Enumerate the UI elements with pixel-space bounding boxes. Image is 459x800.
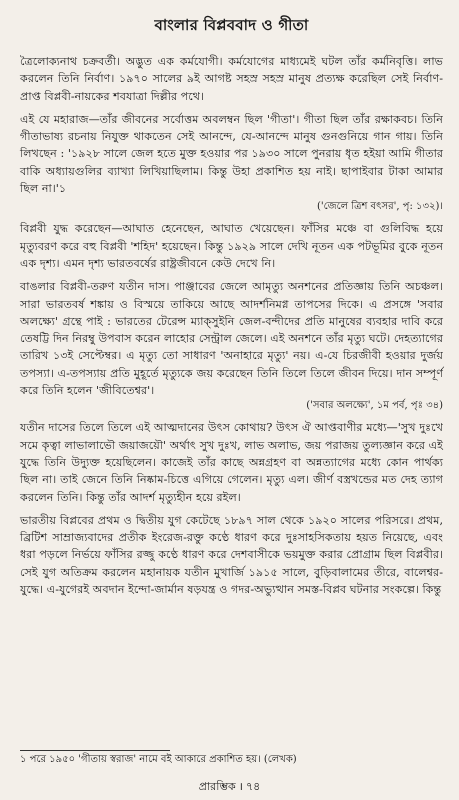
citation-2: ('সবার অলক্ষ্যে', ১ম পর্ব, পৃঃ ৩৪): [306, 400, 443, 412]
folio-label: প্রারম্ভিক: [198, 780, 236, 793]
footnote-rule: [20, 750, 170, 751]
paragraph-5: যতীন দাসের তিলে তিলে এই আত্মদানের উৎস কোথায়? উৎস ঐ আপ্তবাণীর মধ্যে—'সুখ দুঃখে সমে কৃত্বা লাভালাভৌ জয়াজয়ৌ' অর্থাৎ সুখ দুঃখ, লাভ অলাভ, জয় পরাজয় তুল্যজ্ঞান করে এই যুদ্ধে তিনি উদ্যুক্ত হয়েছিলেন। কাজেই তাঁর কাছে অন্নগ্রহণ বা অন্নত্যাগের মধ্যে কোন পার্থক্য ছিল না। তাই জেনে তিনি নিষ্কাম-চিত্তে এগিয়ে গেলেন। মৃত্যু এল। জীর্ণ বস্ত্রখন্ডের মত দেহ ত্যাগ করলেন তিনি। কিন্তু তাঁর আদর্শ মৃত্যুহীন হয়ে রইল।: [20, 421, 443, 504]
paragraph-4: বাঙলার বিপ্লবী-তরুণ যতীন দাস। পাঞ্জাবের জেলে আমৃত্যু অনশনের প্রতিজ্ঞায় তিনি অচঞ্চল। সারা ভারতবর্ষ শঙ্কায় ও বিস্ময়ে তাকিয়ে আছে আদর্শনিমগ্ন তাপসের দিকে। এ প্রসঙ্গে 'সবার অলক্ষ্যে' গ্রন্থে পাই : ভারতের টেরেন্স ম্যাক্‌সুইনি জেল-বন্দীদের প্রতি মানুষের ব্যবহার দাবি করে তেষট্টি দিন নিরম্বু উপবাস করেন লাহোর সেন্ট্রাল জেলে। এই অনশনে তাঁর মৃত্যু ঘটে। দেহত্যাগের তারিখ ১৩ই সেপ্টেম্বর। এ মৃত্যু তো সাধারণ 'অনাহারে মৃত্যু' নয়। এ-যে চিরজীবী হওয়ার দুর্জয় তপস্যা। এ-তপস্যায় প্রতি মুহূর্তে মৃত্যুকে জয় করেছেন তিনি তিলে তিলে জীবন দিয়ে। দান সম্পূর্ণ করে তিনি হলেন 'জীবিতেশ্বর'।: [20, 280, 443, 398]
page-title: বাংলার বিপ্লববাদ ও গীতা: [154, 16, 309, 34]
citation-1: ('জেলে ত্রিশ বৎসর', পৃ: ১৩২)।: [316, 201, 443, 213]
paragraph-3: বিপ্লবী যুদ্ধ করেছেন—আঘাত হেনেছেন, আঘাত খেয়েছেন। ফাঁসির মঞ্চে বা গুলিবিদ্ধ হয়ে মৃত্যুবরণ করে বহু বিপ্লবী 'শহিদ' হয়েছেন। কিন্তু ১৯২৯ সালে দেখি নূতন এক পটভূমির বুকে নূতন এক দৃশ্য। এমন দৃশ্য ভারতবর্ষের রাষ্ট্রজীবনে কেউ দেখে নি।: [20, 222, 443, 270]
footnote: ১ পরে ১৯৫০ 'গীতায় স্বরাজ' নামে বই আকারে প্রকাশিত হয়। (লেখক): [20, 754, 297, 765]
page-folio: [0, 778, 459, 797]
page-number: ৭৪: [245, 780, 261, 793]
folio-separator: ।: [238, 780, 243, 793]
paragraph-2: এই যে মহারাজ—তাঁর জীবনের সর্বোত্তম অবলম্বন ছিল 'গীতা'। গীতা ছিল তাঁর রক্ষাকবচ। তিনি গীতাভাষ্য রচনায় নিযুক্ত থাকতেন সেই আনন্দে, যে-আনন্দে মানুষ গুনগুনিয়ে গান গায়। তিনি লিখছেন : '১৯২৮ সালে জেল হতে মুক্ত হওয়ার পর ১৯৩০ সালে পুনরায় ধৃত হইয়া আমি গীতার বাকি অধ্যায়গুলির ব্যাখ্যা লিখিয়াছিলাম। কিন্তু উহা প্রকাশিত হয় নাই। ছাপাইবার টাকা আমার ছিল না।'১: [20, 112, 443, 196]
paragraph-6: ভারতীয় বিপ্লবের প্রথম ও দ্বিতীয় যুগ কেটেছে ১৮৯৭ সাল থেকে ১৯২০ সালের পরিসরে। প্রথম, ব্রিটিশ সাম্রাজ্যবাদের প্রতীক ইংরেজ-রক্তু কণ্ঠে ধারণ করে দুঃসাহসিকতায় হয়ত নিয়েছে, এবং ধরা পড়লে নির্ভয়ে ফাঁসির রজ্জু কণ্ঠে ধারণ করে দেশবাসীকে ভয়মুক্ত করার প্রোগ্রাম ছিল বিপ্লবীর। সেই যুগ অতিক্রম করলেন মহানায়ক যতীন মুখার্জি ১৯১৫ সালে, বুড়িবালামের তীরে, বালেশ্বর-যুদ্ধে। এ-যুগেরই অবদান ইন্দো-জার্মান ষড়যন্ত্র ও গদর-অভ্যুত্থান সমস্ত-বিপ্লব ঘটনার সংকল্পে। কিন্তু: [20, 513, 443, 597]
paragraph-1: ত্রৈলোক্যনাথ চক্রবর্তী। অদ্ভুত এক কর্মযোগী। কর্মযোগের মাধ্যমেই ঘটল তাঁর কর্মনিবৃত্তি। লাভ করলেন তিনি নির্বাণ। ১৯৭০ সালের ৯ই আগষ্ট সহস্র সহস্র মানুষ প্রত্যক্ষ করেছিল সেই নির্বাণ-প্রাপ্ত বিপ্লবী-নায়কের শবযাত্রা দিল্লীর পথে।: [20, 55, 443, 103]
